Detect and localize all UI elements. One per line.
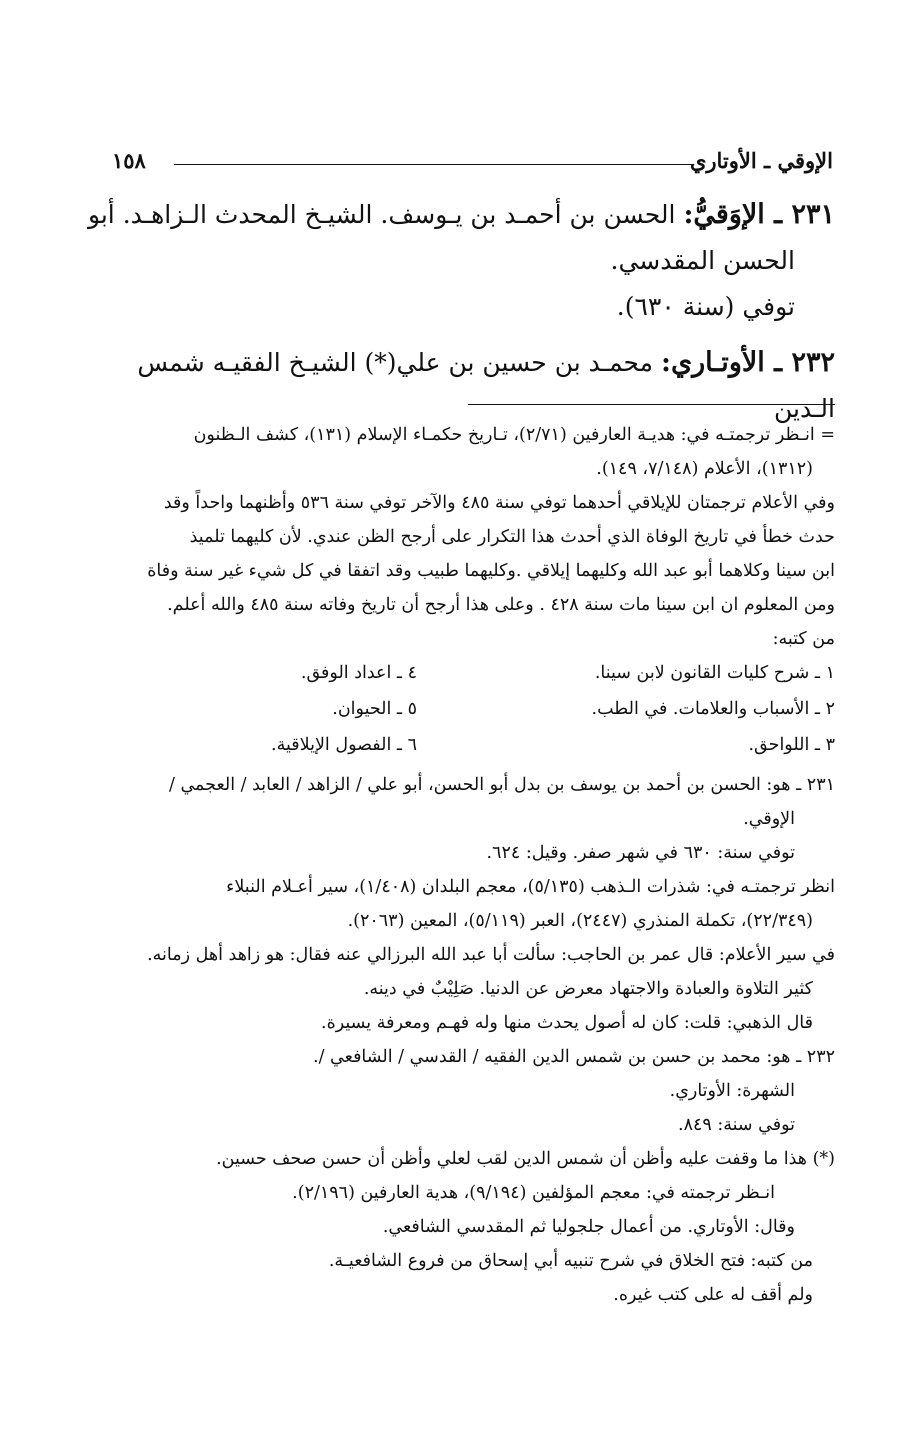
note-231-line: ٢٣١ ـ هو: الحسن بن أحمد بن يوسف بن بدل أبو الحسن، أبو علي / الزاهد / العابد / العجمي / (168, 775, 835, 795)
note-231-line: كثير التلاوة والعبادة والاجتهاد معرض عن الدنيا. صَلِيْبٌ في دينه. (363, 979, 813, 999)
note-231-line: انظر ترجمتـه في: شذرات الـذهب (٥/١٣٥)، معجم البلدان (١/٤٠٨)، سير أعـلام النبلاء (226, 877, 835, 897)
entry-231-line-2: الحسن المقدسي. (610, 246, 795, 275)
note-232-line: ولم أقف له على كتب غيره. (613, 1285, 813, 1305)
entry-232-text: محمـد بن حسين بن علي(*) الشيـخ الفقيـه شمس الـدين (137, 348, 835, 423)
running-header (112, 148, 833, 178)
entry-231 (82, 192, 835, 330)
works-heading: من كتبه: (772, 629, 835, 649)
works-list (86, 656, 835, 768)
entry-231-text: الحسن بن أحمـد بن يـوسف. الشيـخ المحدث الـزاهـد. أبو (87, 200, 676, 229)
work-item: ١ ـ شرح كليات القانون لابن سينا. (594, 663, 835, 683)
footnote-continuation: = انـظر ترجمتـه في: هديـة العارفين (٢/٧١)، تـاريخ حكمـاء الإسلام (١٣١)، كشف الـظنون (193, 425, 835, 445)
note-232-line: (*) هذا ما وقفت عليه وأظن أن شمس الدين لقب لعلي وأظن أن حسن صحف حسين. (216, 1149, 835, 1169)
header-rule (174, 164, 693, 165)
works-column-left (177, 656, 417, 764)
entry-231-line-1 (82, 192, 835, 238)
note-231-line: في سير الأعلام: قال عمر بن الحاجب: سألت أبا عبد الله البرزالي عنه فقال: هو زاهد أهل زمانه. (147, 945, 835, 965)
footnote-continuation-line: (١٣١٢)، الأعلام (٧/١٤٨، ١٤٩). (596, 459, 813, 479)
note-232-line: توفي سنة: ٨٤٩. (678, 1115, 795, 1135)
footnote-separator (468, 404, 835, 405)
entry-231-death: توفي (سنة ٦٣٠). (616, 292, 795, 321)
footnotes (86, 418, 835, 1312)
note-232-line: الشهرة: الأوتاري. (669, 1081, 795, 1101)
note-232-line: ٢٣٢ ـ هو: محمد بن حسن بن شمس الدين الفقيه / القدسي / الشافعي /. (313, 1047, 835, 1067)
entry-232-heading: ٢٣٢ ـ الأوتـاري: (661, 347, 835, 378)
note-231-line: توفي سنة: ٦٣٠ في شهر صفر. وقيل: ٦٢٤. (486, 843, 795, 863)
note-232-line: من كتبه: فتح الخلاق في شرح تنبيه أبي إسحاق من فروع الشافعيـة. (328, 1251, 813, 1271)
note-231-line: قال الذهبي: قلت: كان له أصول يحدث منها وله فهـم ومعرفة يسيرة. (321, 1013, 813, 1033)
footnote-paragraph: ومن المعلوم ان ابن سينا مات سنة ٤٢٨ . وعلى هذا أرجح أن تاريخ وفاته سنة ٤٨٥ والله أعلم. (167, 595, 835, 615)
work-item: ٢ ـ الأسباب والعلامات. في الطب. (591, 699, 835, 719)
works-column-right (535, 656, 835, 764)
work-item: ٥ ـ الحيوان. (332, 699, 417, 719)
header-title: الإوقي ـ الأوتاري (689, 148, 833, 173)
work-item: ٤ ـ اعداد الوفق. (300, 663, 417, 683)
note-232-line: وقال: الأوتاري. من أعمال جلجوليا ثم المقدسي الشافعي. (382, 1217, 795, 1237)
footnote-paragraph: حدث خطأ في تاريخ الوفاة الذي أحدث هذا التكرار على أرجح الظن عندي. لأن كليهما تلميذ (189, 527, 835, 547)
note-232-line: انـظر ترجمته في: معجم المؤلفين (٩/١٩٤)، هدية العارفين (٢/١٩٦). (292, 1183, 775, 1203)
page-number: ١٥٨ (112, 148, 146, 173)
work-item: ٣ ـ اللواحق. (748, 735, 835, 755)
note-231-line: (٢٢/٣٤٩)، تكملة المنذري (٢٤٤٧)، العبر (٥/١١٩)، المعين (٢٠٦٣). (347, 911, 813, 931)
work-item: ٦ ـ الفصول الإيلاقية. (271, 735, 417, 755)
footnote-paragraph: ابن سينا وكلاهما أبو عبد الله وكليهما إيلاقي .وكليهما طبيب وقد اتفقا في كل شيء غير سنة وفاة (147, 561, 835, 581)
note-231-line: الإوقي. (743, 809, 795, 829)
entry-231-heading: ٢٣١ ـ الإوَقيُّ: (683, 199, 835, 230)
footnote-paragraph: وفي الأعلام ترجمتان للإيلاقي أحدهما توفي سنة ٤٨٥ والآخر توفي سنة ٥٣٦ وأظنهما واحداً وقد (163, 493, 835, 513)
